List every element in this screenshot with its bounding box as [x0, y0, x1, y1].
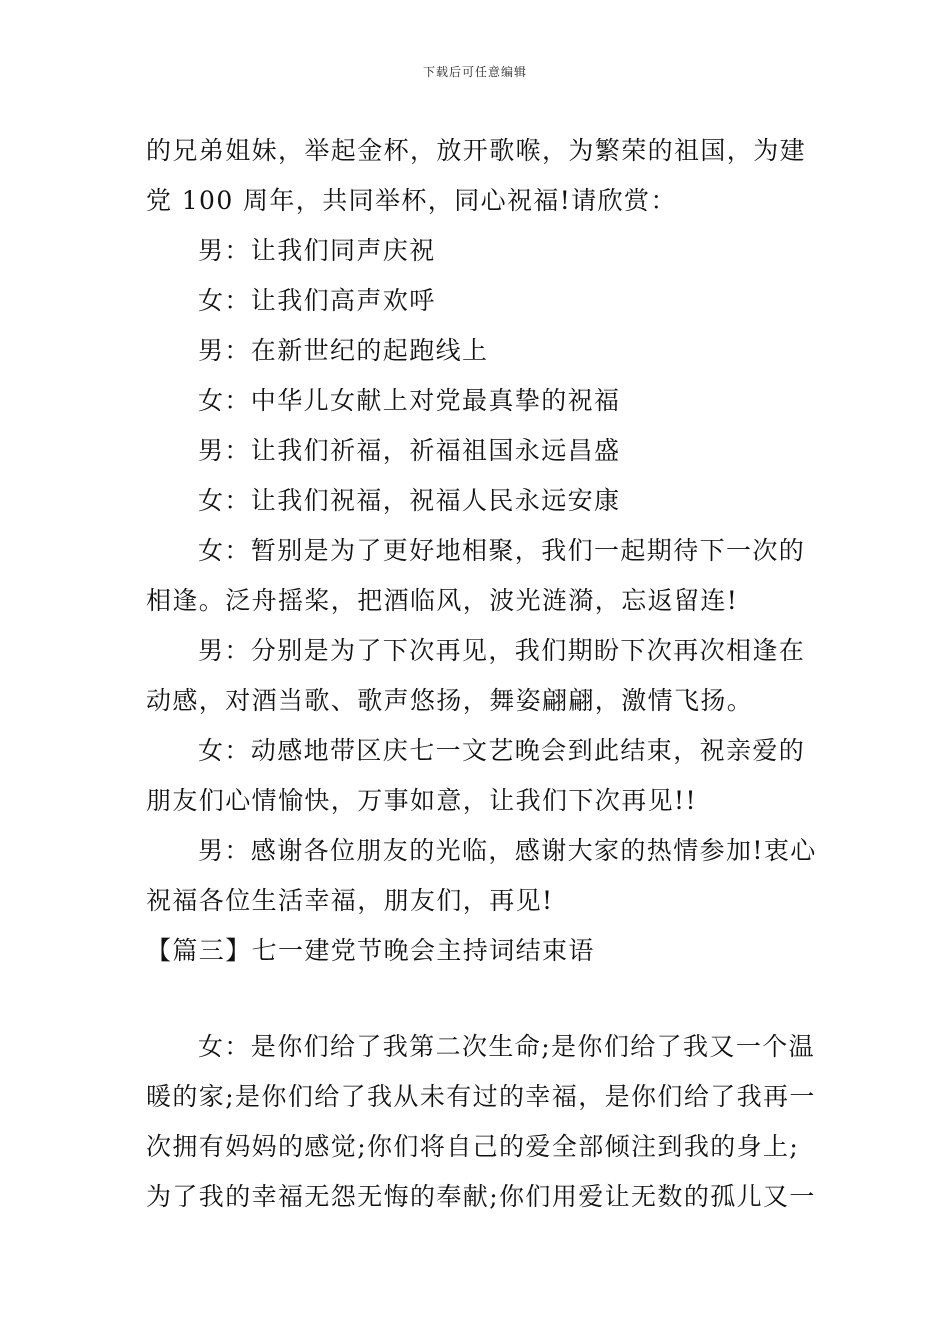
paragraph-first-line: 男：分别是为了下次再见，我们期盼下次再次相逢在: [198, 636, 806, 665]
paragraph-line: 朋友们心情愉快，万事如意，让我们下次再见!!: [146, 786, 697, 815]
paragraph-first-line: 女：暂别是为了更好地相聚，我们一起期待下一次的: [198, 536, 806, 565]
body-line: 的兄弟姐妹，举起金杯，放开歌喉，为繁荣的祖国，为建: [146, 136, 807, 165]
blank-space: [146, 976, 810, 1022]
page-header: 下载后可任意编辑: [422, 65, 527, 79]
dialogue-line: 女：中华儿女献上对党最真挚的祝福: [198, 386, 621, 415]
dialogue-line: 男：在新世纪的起跑线上: [198, 336, 489, 365]
body-line: 党 100 周年，共同举杯，同心祝福!请欣赏：: [146, 186, 677, 215]
document-body: [146, 126, 817, 1222]
paragraph-line: 动感，对酒当歌、歌声悠扬，舞姿翩翩，激情飞扬。: [146, 686, 754, 715]
dialogue-line: 男：让我们祈福，祈福祖国永远昌盛: [198, 436, 621, 465]
paragraph-line: 次拥有妈妈的感觉;你们将自己的爱全部倾注到我的身上;: [146, 1132, 800, 1161]
paragraph-line: 暖的家;是你们给了我从未有过的幸福，是你们给了我再一: [146, 1082, 816, 1111]
paragraph-line: 祝福各位生活幸福，朋友们，再见!: [146, 886, 554, 915]
dialogue-line: 男：让我们同声庆祝: [198, 236, 436, 265]
paragraph-line: 相逢。泛舟摇桨，把酒临风，波光涟漪，忘返留连!: [146, 586, 739, 615]
section-heading: 【篇三】七一建党节晚会主持词结束语: [146, 936, 595, 965]
dialogue-line: 女：让我们祝福，祝福人民永远安康: [198, 486, 621, 515]
paragraph-first-line: 男：感谢各位朋友的光临，感谢大家的热情参加!衷心: [198, 836, 817, 865]
paragraph-first-line: 女：动感地带区庆七一文艺晚会到此结束，祝亲爱的: [198, 736, 806, 765]
paragraph-first-line: 女：是你们给了我第二次生命;是你们给了我又一个温: [198, 1032, 816, 1061]
paragraph-line: 为了我的幸福无怨无悔的奉献;你们用爱让无数的孤儿又一: [146, 1182, 816, 1211]
dialogue-line: 女：让我们高声欢呼: [198, 286, 436, 315]
